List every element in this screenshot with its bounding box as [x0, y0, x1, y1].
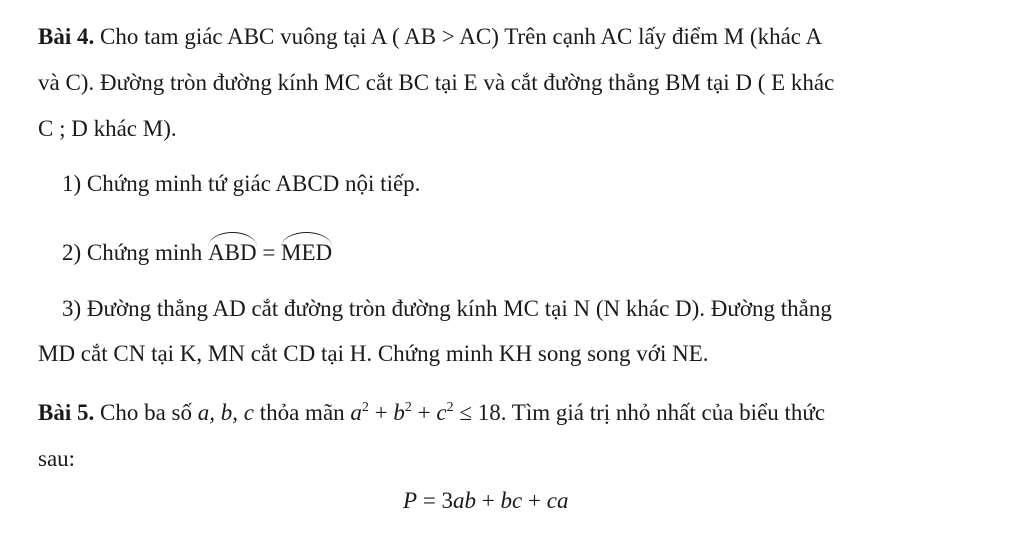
bai5-variables: a, b, c	[197, 400, 254, 425]
formula-bc: bc	[500, 488, 523, 513]
bai5-line-1	[38, 398, 825, 428]
cond-c-exp: 2	[446, 400, 454, 415]
formula-eq: = 3	[417, 488, 454, 513]
formula-p: P	[403, 488, 418, 513]
angle-abd: ABD	[208, 232, 257, 268]
bai5-condition: $a^2 + b^2 + c^2 \le 18$	[350, 400, 501, 425]
formula-ab: ab	[453, 488, 477, 513]
bai5-text-mid: thỏa mãn	[253, 400, 351, 425]
bai5-text-after: . Tìm giá trị nhỏ nhất của biểu thức	[500, 400, 826, 425]
cond-b-exp: 2	[404, 400, 412, 415]
bai4-question-3-line-1: 3) Đường thẳng AD cắt đường tròn đường kính MC tại N (N khác D). Đường thẳng	[62, 296, 832, 321]
bai5-title: Bài 5.	[38, 400, 95, 425]
cond-c: c	[436, 400, 447, 425]
bai4-q2-prefix: 2) Chứng minh	[62, 240, 208, 265]
formula-plus-2: +	[522, 488, 547, 513]
angle-med: MED	[281, 232, 332, 268]
cond-b: b	[393, 400, 405, 425]
cond-a: a	[350, 400, 362, 425]
equals-sign: =	[256, 240, 282, 265]
bai4-text-1: Cho tam giác ABC vuông tại A ( AB > AC) Trên cạnh AC lấy điểm M (khác A	[94, 24, 823, 49]
bai5-text-before: Cho ba số	[94, 400, 198, 425]
cond-a-exp: 2	[361, 400, 369, 415]
bai5-formula	[403, 486, 568, 516]
cond-rhs: ≤ 18	[453, 400, 501, 425]
bai4-question-3-line-2: MD cắt CN tại K, MN cắt CD tại H. Chứng minh KH song song với NE.	[38, 341, 709, 366]
bai4-line-3: C ; D khác M).	[38, 116, 177, 141]
bai4-question-1: 1) Chứng minh tứ giác ABCD nội tiếp.	[62, 171, 421, 196]
bai4-title: Bài 4.	[38, 24, 95, 49]
bai4-line-1	[38, 22, 822, 52]
bai4-question-2	[62, 232, 332, 268]
bai4-line-2: và C). Đường tròn đường kính MC cắt BC tại E và cắt đường thẳng BM tại D ( E khác	[38, 70, 835, 95]
formula-ca: ca	[546, 488, 569, 513]
bai5-line-2: sau:	[38, 446, 76, 471]
formula-plus-1: +	[476, 488, 501, 513]
